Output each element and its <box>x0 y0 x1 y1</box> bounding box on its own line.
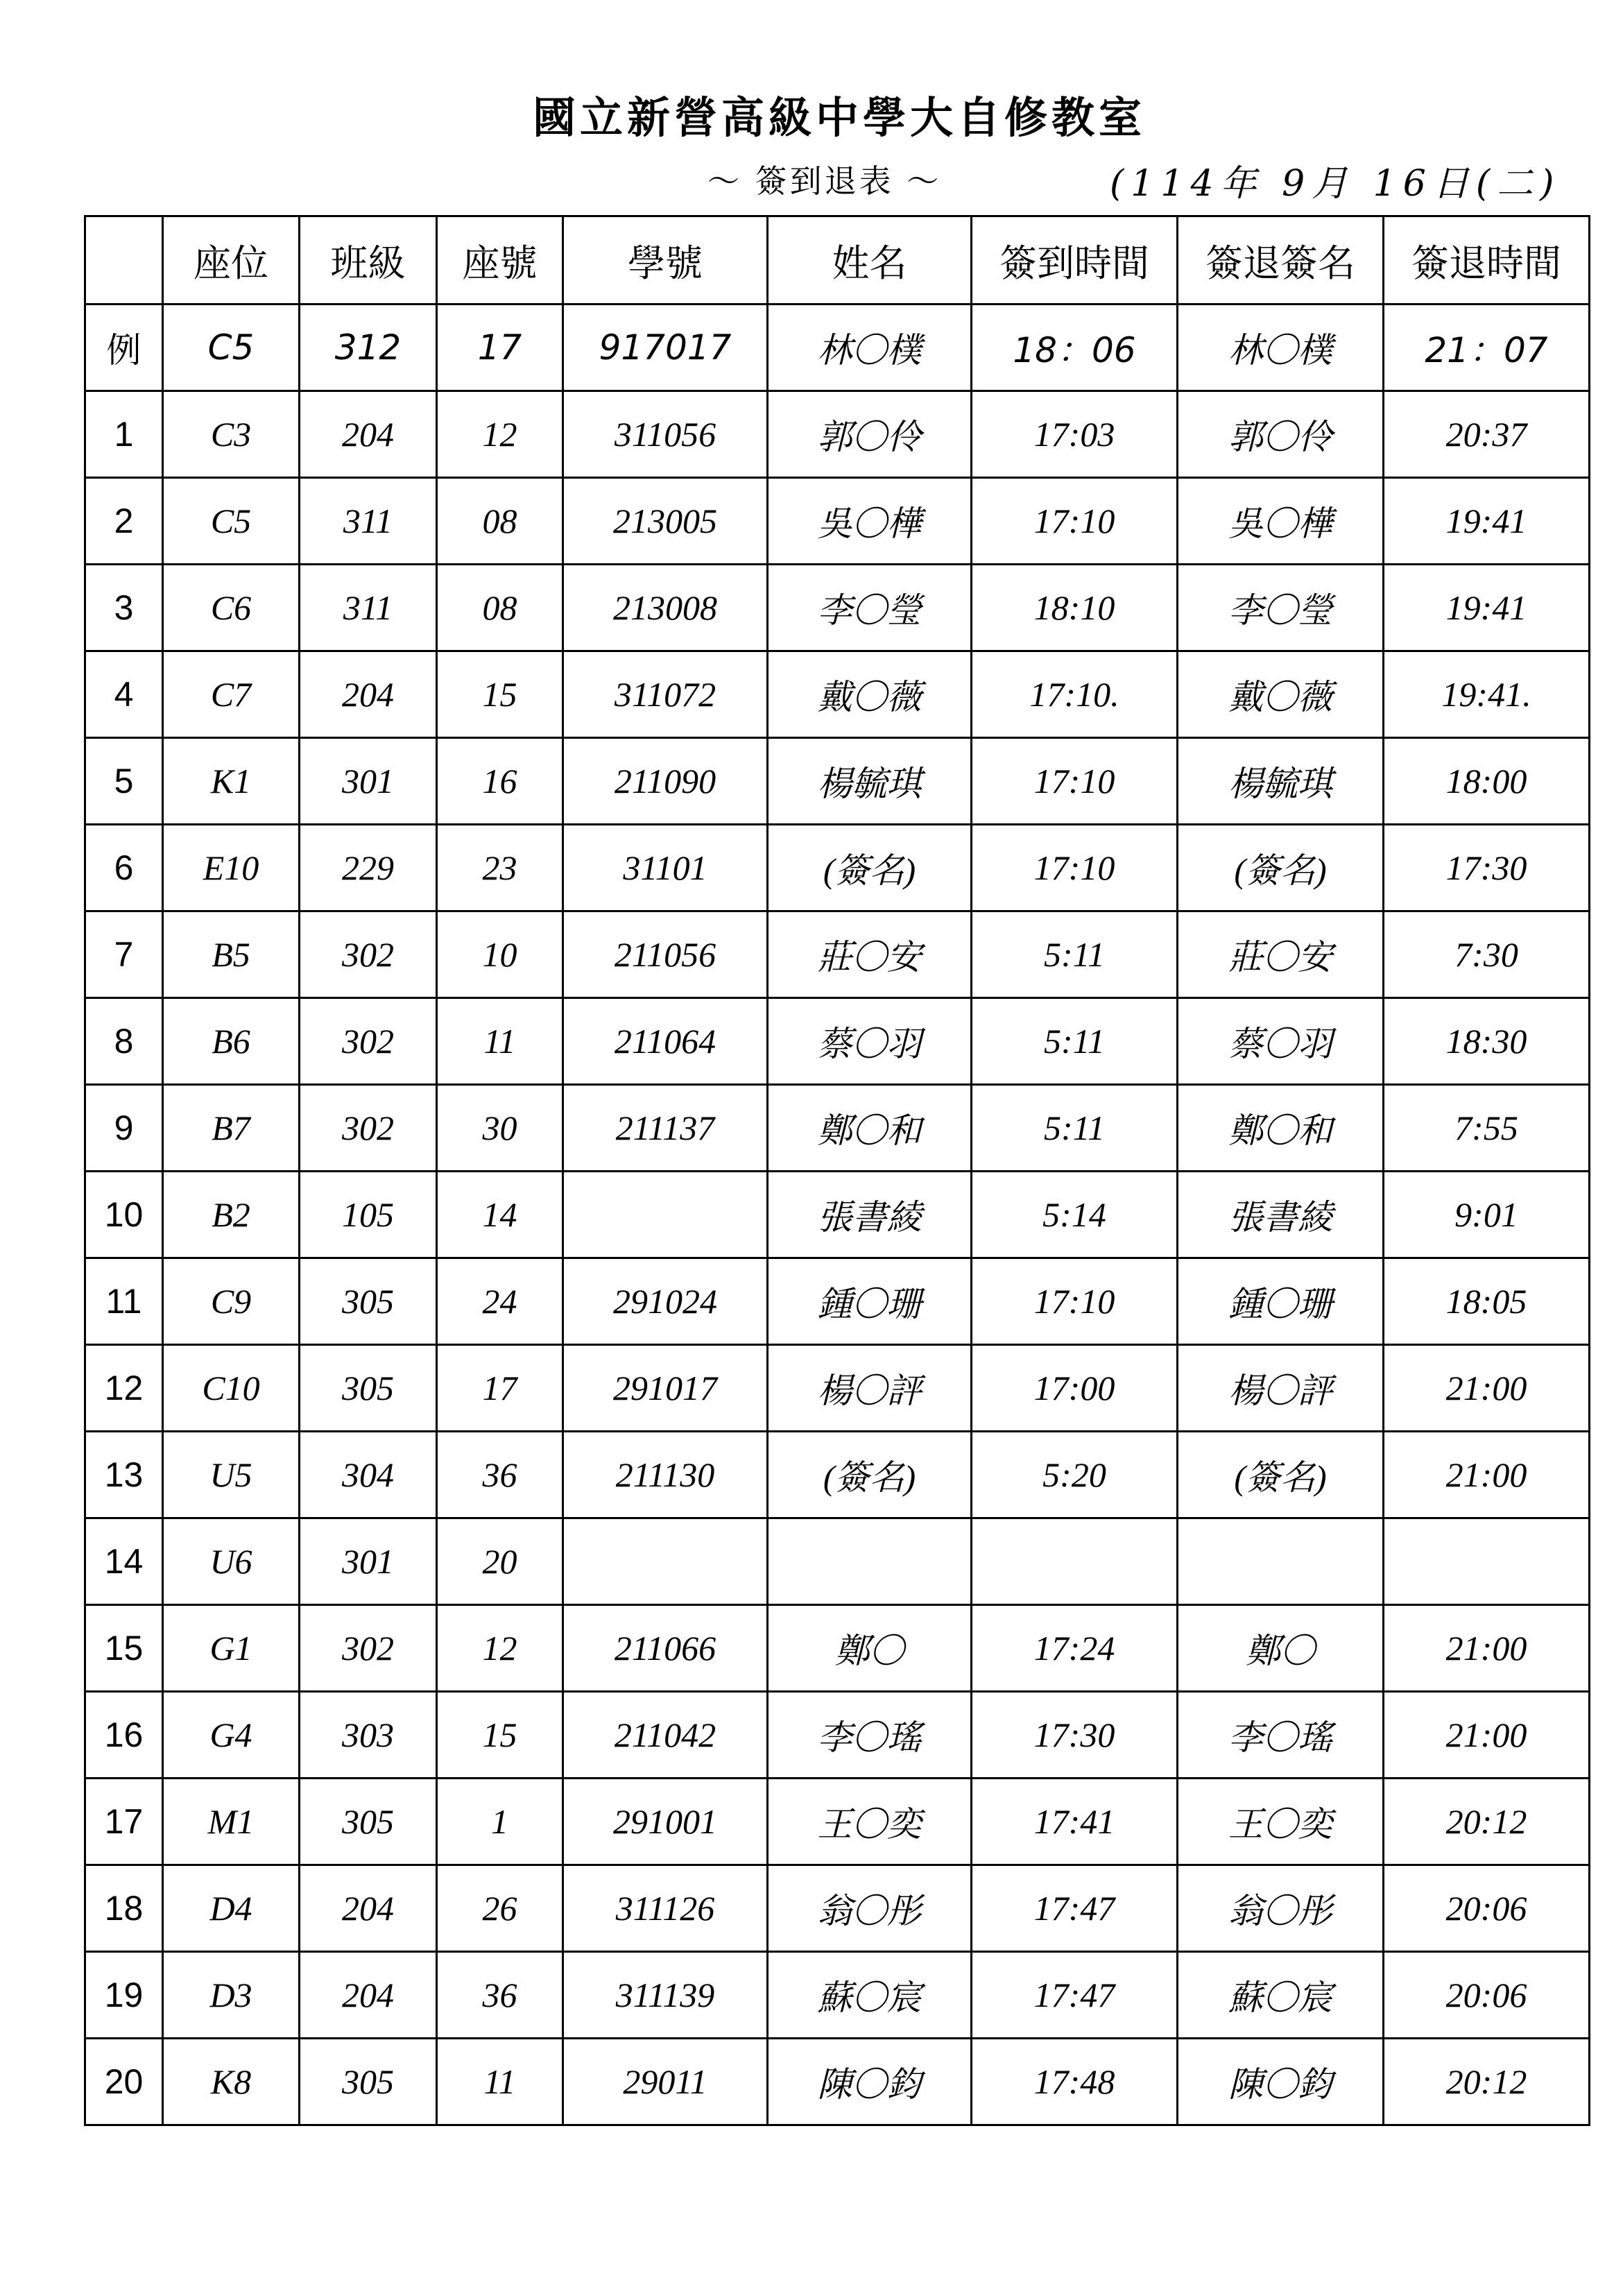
cell-sign-in-time: 5:11 <box>972 911 1178 998</box>
cell-sign-in-time: 18：06 <box>972 305 1178 391</box>
cell-student-id: 29011 <box>563 2039 768 2125</box>
cell-student-id: 291001 <box>563 1779 768 1865</box>
cell-sign-out-time: 18:30 <box>1384 998 1590 1085</box>
cell-sign-out-time: 20:37 <box>1384 391 1590 478</box>
cell-seat: K1 <box>163 738 300 825</box>
cell-sign-in-time: 17:03 <box>972 391 1178 478</box>
cell-seat-number: 23 <box>437 825 563 911</box>
cell-sign-out-time: 21:00 <box>1384 1432 1590 1518</box>
cell-sign-out-signature <box>1178 1518 1384 1605</box>
table-row <box>85 1605 1590 1692</box>
cell-seat: E10 <box>163 825 300 911</box>
cell-class: 312 <box>300 305 437 391</box>
cell-sign-in-time: 17:10 <box>972 478 1178 565</box>
cell-sign-out-signature: 李〇瑩 <box>1178 565 1384 651</box>
header-row-number <box>85 216 163 305</box>
cell-sign-out-time: 19:41 <box>1384 565 1590 651</box>
cell-sign-out-time: 20:12 <box>1384 2039 1590 2125</box>
cell-sign-out-signature: 鄭〇和 <box>1178 1085 1384 1172</box>
cell-sign-out-time: 19:41 <box>1384 478 1590 565</box>
cell-row-number: 17 <box>85 1779 163 1865</box>
cell-seat: C9 <box>163 1258 300 1345</box>
cell-sign-in-time: 17:10 <box>972 1258 1178 1345</box>
cell-class: 302 <box>300 1085 437 1172</box>
cell-row-number: 15 <box>85 1605 163 1692</box>
cell-seat-number: 08 <box>437 565 563 651</box>
cell-seat: B5 <box>163 911 300 998</box>
cell-row-number: 8 <box>85 998 163 1085</box>
table-row <box>85 1952 1590 2039</box>
cell-sign-out-signature: 蘇〇宸 <box>1178 1952 1384 2039</box>
cell-sign-in-time: 17:30 <box>972 1692 1178 1779</box>
cell-name: 翁〇彤 <box>768 1865 972 1952</box>
cell-class: 305 <box>300 2039 437 2125</box>
cell-class: 304 <box>300 1432 437 1518</box>
cell-sign-out-signature: 鍾〇珊 <box>1178 1258 1384 1345</box>
cell-seat: U5 <box>163 1432 300 1518</box>
cell-name: 莊〇安 <box>768 911 972 998</box>
header-sign-out-signature: 簽退簽名 <box>1178 216 1384 305</box>
cell-name: 李〇瑤 <box>768 1692 972 1779</box>
table-row <box>85 738 1590 825</box>
cell-student-id: 211066 <box>563 1605 768 1692</box>
cell-seat: C6 <box>163 565 300 651</box>
cell-seat: G4 <box>163 1692 300 1779</box>
cell-name: (簽名) <box>768 1432 972 1518</box>
table-row <box>85 911 1590 998</box>
cell-sign-out-time: 17:30 <box>1384 825 1590 911</box>
cell-class: 311 <box>300 565 437 651</box>
table-row <box>85 2039 1590 2125</box>
cell-sign-out-signature: 張書綾 <box>1178 1172 1384 1258</box>
cell-seat-number: 24 <box>437 1258 563 1345</box>
cell-student-id <box>563 1172 768 1258</box>
cell-student-id: 211056 <box>563 911 768 998</box>
cell-sign-out-signature: 莊〇安 <box>1178 911 1384 998</box>
cell-sign-in-time: 17:10. <box>972 651 1178 738</box>
header-row <box>85 216 1590 305</box>
cell-sign-out-time: 7:30 <box>1384 911 1590 998</box>
cell-seat: B2 <box>163 1172 300 1258</box>
cell-sign-out-time: 21：07 <box>1384 305 1590 391</box>
cell-name: 王〇奕 <box>768 1779 972 1865</box>
cell-seat: K8 <box>163 2039 300 2125</box>
cell-name: 陳〇鈞 <box>768 2039 972 2125</box>
cell-name: 鄭〇 <box>768 1605 972 1692</box>
cell-name: 蔡〇羽 <box>768 998 972 1085</box>
cell-seat: C3 <box>163 391 300 478</box>
cell-sign-out-time: 9:01 <box>1384 1172 1590 1258</box>
table-row <box>85 1085 1590 1172</box>
cell-sign-in-time: 5:20 <box>972 1432 1178 1518</box>
cell-row-number: 4 <box>85 651 163 738</box>
cell-row-number: 10 <box>85 1172 163 1258</box>
cell-name: 李〇瑩 <box>768 565 972 651</box>
cell-sign-in-time: 17:00 <box>972 1345 1178 1432</box>
cell-sign-out-signature: 吳〇樺 <box>1178 478 1384 565</box>
cell-sign-in-time: 17:24 <box>972 1605 1178 1692</box>
cell-student-id: 211090 <box>563 738 768 825</box>
cell-sign-out-signature: 鄭〇 <box>1178 1605 1384 1692</box>
cell-student-id: 211137 <box>563 1085 768 1172</box>
sign-in-table <box>84 215 1590 2126</box>
cell-sign-in-time: 17:48 <box>972 2039 1178 2125</box>
cell-sign-out-signature: 林〇樸 <box>1178 305 1384 391</box>
header-sign-out-time: 簽退時間 <box>1384 216 1590 305</box>
cell-class: 305 <box>300 1345 437 1432</box>
cell-row-number: 例 <box>85 305 163 391</box>
cell-sign-out-time: 20:06 <box>1384 1865 1590 1952</box>
cell-class: 204 <box>300 1865 437 1952</box>
table-row <box>85 1692 1590 1779</box>
cell-student-id: 311056 <box>563 391 768 478</box>
table-row <box>85 998 1590 1085</box>
header-seat: 座位 <box>163 216 300 305</box>
cell-student-id: 213005 <box>563 478 768 565</box>
cell-student-id: 311072 <box>563 651 768 738</box>
cell-seat: C7 <box>163 651 300 738</box>
cell-class: 303 <box>300 1692 437 1779</box>
cell-student-id: 917017 <box>563 305 768 391</box>
cell-class: 229 <box>300 825 437 911</box>
cell-sign-out-signature: 楊毓琪 <box>1178 738 1384 825</box>
cell-name: 戴〇薇 <box>768 651 972 738</box>
table-row <box>85 1345 1590 1432</box>
header-sign-in-time: 簽到時間 <box>972 216 1178 305</box>
cell-student-id: 213008 <box>563 565 768 651</box>
cell-row-number: 12 <box>85 1345 163 1432</box>
cell-class: 302 <box>300 911 437 998</box>
table-row <box>85 1432 1590 1518</box>
header-student-id: 學號 <box>563 216 768 305</box>
date: (114年 9月 16日(二) <box>1110 163 1561 205</box>
cell-row-number: 9 <box>85 1085 163 1172</box>
cell-seat-number: 15 <box>437 651 563 738</box>
cell-sign-out-time: 21:00 <box>1384 1692 1590 1779</box>
cell-seat: D4 <box>163 1865 300 1952</box>
cell-sign-out-signature: (簽名) <box>1178 825 1384 911</box>
cell-seat-number: 36 <box>437 1432 563 1518</box>
cell-class: 302 <box>300 1605 437 1692</box>
cell-row-number: 11 <box>85 1258 163 1345</box>
table-row <box>85 1518 1590 1605</box>
cell-name <box>768 1518 972 1605</box>
cell-seat-number: 36 <box>437 1952 563 2039</box>
cell-sign-in-time: 5:11 <box>972 1085 1178 1172</box>
cell-sign-out-time: 7:55 <box>1384 1085 1590 1172</box>
cell-name: 鍾〇珊 <box>768 1258 972 1345</box>
cell-seat-number: 30 <box>437 1085 563 1172</box>
header-class: 班級 <box>300 216 437 305</box>
cell-student-id: 211042 <box>563 1692 768 1779</box>
cell-sign-out-time: 18:05 <box>1384 1258 1590 1345</box>
cell-student-id: 211130 <box>563 1432 768 1518</box>
cell-seat-number: 17 <box>437 1345 563 1432</box>
cell-seat-number: 17 <box>437 305 563 391</box>
cell-student-id <box>563 1518 768 1605</box>
cell-row-number: 1 <box>85 391 163 478</box>
cell-class: 301 <box>300 738 437 825</box>
cell-seat-number: 1 <box>437 1779 563 1865</box>
cell-seat: C10 <box>163 1345 300 1432</box>
cell-class: 305 <box>300 1258 437 1345</box>
table-row <box>85 1865 1590 1952</box>
cell-class: 311 <box>300 478 437 565</box>
cell-sign-in-time: 17:47 <box>972 1865 1178 1952</box>
cell-sign-out-time: 20:12 <box>1384 1779 1590 1865</box>
cell-seat-number: 20 <box>437 1518 563 1605</box>
cell-sign-out-signature: 李〇瑤 <box>1178 1692 1384 1779</box>
table-row <box>85 1258 1590 1345</box>
cell-sign-out-signature: 戴〇薇 <box>1178 651 1384 738</box>
cell-sign-out-signature: 楊〇評 <box>1178 1345 1384 1432</box>
table-row <box>85 825 1590 911</box>
cell-sign-out-signature: 郭〇伶 <box>1178 391 1384 478</box>
cell-sign-in-time: 17:10 <box>972 738 1178 825</box>
cell-sign-out-signature: 蔡〇羽 <box>1178 998 1384 1085</box>
cell-name: 鄭〇和 <box>768 1085 972 1172</box>
table-row <box>85 651 1590 738</box>
cell-class: 204 <box>300 391 437 478</box>
cell-row-number: 16 <box>85 1692 163 1779</box>
cell-student-id: 31101 <box>563 825 768 911</box>
cell-sign-out-time: 21:00 <box>1384 1345 1590 1432</box>
cell-class: 305 <box>300 1779 437 1865</box>
header-seat-number: 座號 <box>437 216 563 305</box>
cell-seat: B7 <box>163 1085 300 1172</box>
cell-student-id: 211064 <box>563 998 768 1085</box>
cell-seat: D3 <box>163 1952 300 2039</box>
cell-seat-number: 15 <box>437 1692 563 1779</box>
cell-seat-number: 11 <box>437 2039 563 2125</box>
cell-row-number: 18 <box>85 1865 163 1952</box>
cell-name: 吳〇樺 <box>768 478 972 565</box>
cell-seat: G1 <box>163 1605 300 1692</box>
cell-row-number: 5 <box>85 738 163 825</box>
cell-row-number: 7 <box>85 911 163 998</box>
cell-seat: M1 <box>163 1779 300 1865</box>
cell-seat: C5 <box>163 478 300 565</box>
cell-row-number: 19 <box>85 1952 163 2039</box>
cell-seat: B6 <box>163 998 300 1085</box>
cell-seat: C5 <box>163 305 300 391</box>
cell-seat-number: 26 <box>437 1865 563 1952</box>
cell-name: (簽名) <box>768 825 972 911</box>
cell-row-number: 20 <box>85 2039 163 2125</box>
cell-sign-out-time: 20:06 <box>1384 1952 1590 2039</box>
cell-sign-in-time: 17:41 <box>972 1779 1178 1865</box>
example-row <box>85 305 1590 391</box>
cell-sign-out-time: 18:00 <box>1384 738 1590 825</box>
cell-seat-number: 12 <box>437 1605 563 1692</box>
cell-student-id: 311126 <box>563 1865 768 1952</box>
cell-sign-in-time: 18:10 <box>972 565 1178 651</box>
cell-seat-number: 12 <box>437 391 563 478</box>
cell-sign-out-time <box>1384 1518 1590 1605</box>
cell-seat-number: 10 <box>437 911 563 998</box>
cell-name: 郭〇伶 <box>768 391 972 478</box>
cell-row-number: 14 <box>85 1518 163 1605</box>
cell-sign-out-time: 21:00 <box>1384 1605 1590 1692</box>
table-row <box>85 565 1590 651</box>
cell-seat-number: 16 <box>437 738 563 825</box>
cell-student-id: 291017 <box>563 1345 768 1432</box>
cell-row-number: 13 <box>85 1432 163 1518</box>
cell-class: 204 <box>300 1952 437 2039</box>
cell-row-number: 2 <box>85 478 163 565</box>
cell-row-number: 3 <box>85 565 163 651</box>
cell-seat-number: 11 <box>437 998 563 1085</box>
cell-class: 301 <box>300 1518 437 1605</box>
cell-class: 302 <box>300 998 437 1085</box>
cell-row-number: 6 <box>85 825 163 911</box>
cell-sign-out-signature: (簽名) <box>1178 1432 1384 1518</box>
cell-name: 楊毓琪 <box>768 738 972 825</box>
cell-name: 楊〇評 <box>768 1345 972 1432</box>
cell-sign-in-time: 5:14 <box>972 1172 1178 1258</box>
cell-sign-in-time <box>972 1518 1178 1605</box>
cell-name: 蘇〇宸 <box>768 1952 972 2039</box>
cell-student-id: 311139 <box>563 1952 768 2039</box>
cell-name: 張書綾 <box>768 1172 972 1258</box>
table-row <box>85 1779 1590 1865</box>
subtitle: ～ 簽到退表 ～ <box>707 162 942 200</box>
cell-sign-out-signature: 翁〇彤 <box>1178 1865 1384 1952</box>
page-title: 國立新營高級中學大自修教室 <box>532 92 1146 143</box>
cell-student-id: 291024 <box>563 1258 768 1345</box>
cell-seat: U6 <box>163 1518 300 1605</box>
cell-class: 105 <box>300 1172 437 1258</box>
header-name: 姓名 <box>768 216 972 305</box>
cell-sign-in-time: 17:47 <box>972 1952 1178 2039</box>
table-row <box>85 1172 1590 1258</box>
cell-sign-out-signature: 陳〇鈞 <box>1178 2039 1384 2125</box>
cell-seat-number: 14 <box>437 1172 563 1258</box>
cell-sign-out-signature: 王〇奕 <box>1178 1779 1384 1865</box>
cell-sign-in-time: 17:10 <box>972 825 1178 911</box>
cell-sign-out-time: 19:41. <box>1384 651 1590 738</box>
cell-name: 林〇樸 <box>768 305 972 391</box>
table-row <box>85 478 1590 565</box>
cell-seat-number: 08 <box>437 478 563 565</box>
table-row <box>85 391 1590 478</box>
cell-sign-in-time: 5:11 <box>972 998 1178 1085</box>
cell-class: 204 <box>300 651 437 738</box>
